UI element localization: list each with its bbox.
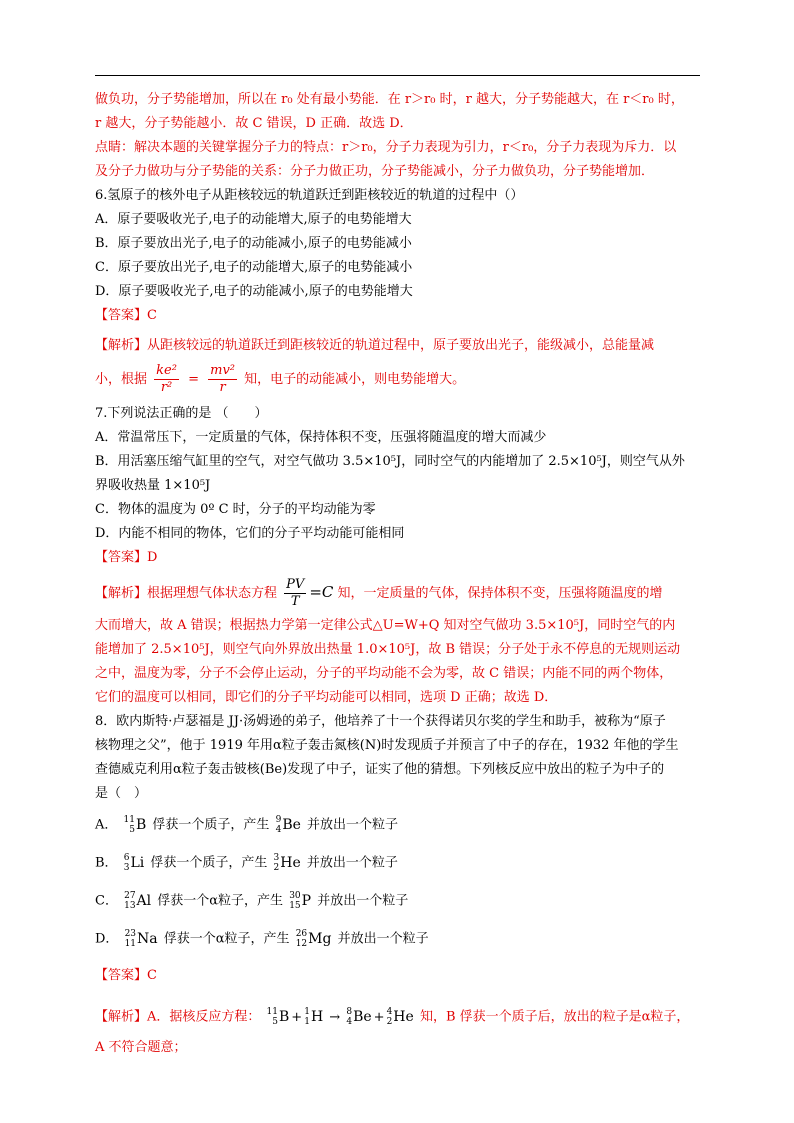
element-symbol: He [393, 1009, 414, 1025]
q8-analysis-line-2: A 不符合题意； [95, 1040, 187, 1055]
q7-analysis-line-3: 能增加了 2.5×10⁵J，则空气向外界放出热量 1.0×10⁵J，故 B 错误；分子处于永不停息的无规则运动 [95, 642, 681, 657]
nuclide-magnesium-26 [296, 920, 332, 958]
q7-analysis-line-2: 大而增大，故 A 错误；根据热力学第一定律公式△U=W+Q 知对空气做功 3.5×10⁵J，同时空气的内 [95, 618, 676, 633]
element-symbol: P [301, 893, 312, 909]
gas-law-numerator: PV [286, 577, 305, 592]
q6-analysis-line-2 [95, 358, 700, 402]
mass-number: 26 [295, 929, 308, 939]
document-body [95, 88, 700, 1060]
q8-option-c [95, 882, 700, 920]
atomic-number: 12 [295, 939, 308, 949]
atomic-number: 11 [124, 939, 137, 949]
nuclide-phosphorus-30 [289, 882, 311, 920]
atomic-number: 15 [289, 901, 301, 911]
reactant-boron [267, 998, 290, 1036]
mass-number: 11 [266, 1007, 278, 1017]
q8-answer: 【答案】C [95, 968, 157, 983]
q8-option-a [95, 806, 700, 844]
q6-analysis-post: 知，电子的动能减小，则电势能增大。 [244, 372, 466, 387]
q8-analysis-post: 知，B 俘获一个质子后，放出的粒子是α粒子， [419, 1009, 690, 1025]
q6-analysis-line-1 [95, 334, 700, 358]
nuclide-sodium-23 [125, 920, 158, 958]
q8-stem-line-4: 是（ ） [95, 786, 148, 801]
q8-option-d [95, 920, 700, 958]
q8-analysis-pre: A．据核反应方程： [147, 1009, 261, 1025]
atomic-number: 2 [386, 1017, 393, 1027]
atomic-number: 5 [129, 825, 135, 835]
element-symbol: Be [282, 817, 301, 833]
plus-sign: + [373, 1009, 385, 1025]
gas-law-denominator: T [290, 594, 300, 609]
nuclide-lithium-6 [124, 844, 145, 882]
centripetal-numerator: mv² [210, 363, 236, 378]
option-text: 俘获一个质子，产生 [152, 817, 270, 833]
option-label: A． [95, 817, 118, 833]
centripetal-fraction [208, 363, 237, 396]
analysis-label: 【解析】 [95, 586, 148, 601]
analysis-label: 【解析】 [95, 338, 148, 353]
gas-law-fraction [284, 577, 306, 610]
atomic-number: 4 [346, 1017, 353, 1027]
q7-option-d: D．内能不相同的物体，它们的分子平均动能可能相同 [95, 526, 405, 541]
atomic-number: 2 [273, 863, 280, 873]
element-symbol: Al [136, 893, 152, 909]
option-text: 并放出一个粒子 [306, 855, 398, 871]
mass-number: 3 [273, 853, 280, 863]
mass-number: 30 [289, 891, 301, 901]
q7-analysis-pre: 根据理想气体状态方程 [147, 586, 278, 601]
mass-number: 9 [275, 815, 282, 825]
prev-comment-line-1: 点睛：解决本题的关键掌握分子力的特点：r＞r₀，分子力表现为引力，r＜r₀，分子力表现为斥力．以 [95, 140, 677, 155]
option-text: 俘获一个α粒子，产生 [157, 893, 284, 909]
atomic-number: 5 [272, 1017, 278, 1027]
nuclear-equation [265, 1007, 420, 1027]
q8-option-b [95, 844, 700, 882]
q8-stem-line-2: 核物理之父”，他于 1919 年用α粒子轰击氮核(N)时发现质子并预言了中子的存在，1932 年他的学生 [95, 738, 679, 753]
option-label: B． [95, 855, 118, 871]
option-text: 并放出一个粒子 [317, 893, 409, 909]
element-symbol: Mg [308, 931, 332, 947]
option-text: 俘获一个质子，产生 [150, 855, 268, 871]
coulomb-denominator: r² [160, 380, 173, 395]
centripetal-denominator: r [219, 380, 226, 395]
nuclide-beryllium-9 [276, 806, 301, 844]
atomic-number: 1 [304, 1017, 310, 1027]
element-symbol: B [279, 1009, 290, 1025]
option-text: 并放出一个粒子 [307, 817, 399, 833]
option-label: D． [95, 931, 119, 947]
q6-option-c: C．原子要放出光子,电子的动能增大,原子的电势能减小 [95, 260, 413, 275]
mass-number: 8 [346, 1007, 353, 1017]
q7-stem: 7.下列说法正确的是 （ ） [95, 406, 268, 421]
mass-number: 6 [123, 853, 130, 863]
mass-number: 1 [304, 1007, 310, 1017]
element-symbol: Na [137, 931, 158, 947]
option-text: 并放出一个粒子 [337, 931, 429, 947]
product-beryllium [346, 998, 371, 1036]
q6-analysis-text-1: 从距核较远的轨道跃迁到距核较近的轨道过程中，原子要放出光子，能级减小，总能量减 [147, 338, 655, 353]
mass-number: 23 [124, 929, 137, 939]
prev-analysis-line-1: 做负功，分子势能增加，所以在 r₀ 处有最小势能．在 r＞r₀ 时，r 越大，分子势能越大，在 r＜r₀ 时， [95, 92, 684, 107]
q7-analysis-line-4: 之中，温度为零，分子不会停止运动，分子的平均动能不会为零，故 C 错误；内能不同的两个物体， [95, 666, 673, 681]
q7-option-a: A．常温常压下，一定质量的气体，保持体积不变，压强将随温度的增大而减少 [95, 430, 547, 445]
mass-number: 27 [124, 891, 136, 901]
element-symbol: H [310, 1009, 324, 1025]
element-symbol: He [280, 855, 301, 871]
element-symbol: Be [353, 1009, 372, 1025]
q7-analysis-line-1 [95, 570, 700, 614]
product-helium [387, 998, 414, 1036]
gas-law-constant: =C [309, 583, 334, 601]
atomic-number: 13 [124, 901, 136, 911]
prev-analysis-line-2: r 越大，分子势能越小．故 C 错误，D 正确．故选 D． [95, 116, 413, 131]
q6-answer: 【答案】C [95, 308, 157, 323]
q7-option-b-line-1: B．用活塞压缩气缸里的空气，对空气做功 3.5×10⁵J，同时空气的内能增加了 2.5×10⁵J，则空气从外 [95, 454, 685, 469]
option-text: 俘获一个α粒子，产生 [163, 931, 290, 947]
q7-option-c: C．物体的温度为 0º C 时，分子的平均动能为零 [95, 502, 376, 517]
q6-option-a: A．原子要吸收光子,电子的动能增大,原子的电势能增大 [95, 212, 412, 227]
mass-number: 11 [123, 815, 135, 825]
coulomb-fraction [154, 363, 179, 396]
q8-analysis-line-1 [95, 998, 700, 1036]
coulomb-numerator: ke² [156, 363, 177, 378]
arrow-icon: → [329, 1009, 341, 1025]
analysis-label: 【解析】 [95, 1009, 148, 1025]
atomic-number: 3 [123, 863, 130, 873]
plus-sign: + [291, 1009, 303, 1025]
q7-analysis-post: 知，一定质量的气体，保持体积不变，压强将随温度的增 [337, 586, 663, 601]
atomic-number: 4 [275, 825, 282, 835]
q6-stem: 6.氢原子的核外电子从距核较远的轨道跃迁到距核较近的轨道的过程中（） [95, 188, 524, 203]
equals-sign: = [188, 372, 199, 387]
q7-option-b-line-2: 界吸收热量 1×10⁵J [95, 478, 211, 493]
reactant-proton [304, 998, 323, 1036]
element-symbol: B [135, 817, 147, 833]
nuclide-boron-11 [124, 806, 147, 844]
prev-comment-line-2: 及分子力做功与分子势能的关系：分子力做正功，分子势能减小，分子力做负功，分子势能增加． [95, 164, 655, 179]
nuclide-aluminum-27 [124, 882, 151, 920]
q6-option-d: D．原子要吸收光子,电子的动能减小,原子的电势能增大 [95, 284, 413, 299]
nuclide-helium-3 [274, 844, 301, 882]
q7-analysis-line-5: 它们的温度可以相同，即它们的分子平均动能可以相同，选项 D 正确；故选 D． [95, 690, 558, 705]
element-symbol: Li [130, 855, 145, 871]
q8-stem-line-3: 查德威克利用α粒子轰击铍核(Be)发现了中子，证实了他的猜想。下列核反应中放出的粒子为中子的 [95, 762, 665, 777]
q6-option-b: B．原子要放出光子,电子的动能减小,原子的电势能减小 [95, 236, 412, 251]
mass-number: 4 [386, 1007, 393, 1017]
option-label: C． [95, 893, 118, 909]
q8-stem-line-1: 8．欧内斯特·卢瑟福是 JJ·汤姆逊的弟子，他培养了十一个获得诺贝尔奖的学生和助手，被称为“原子 [95, 714, 666, 729]
q6-analysis-pre: 小，根据 [95, 372, 148, 387]
q7-answer: 【答案】D [95, 550, 158, 565]
header-rule [95, 75, 700, 76]
